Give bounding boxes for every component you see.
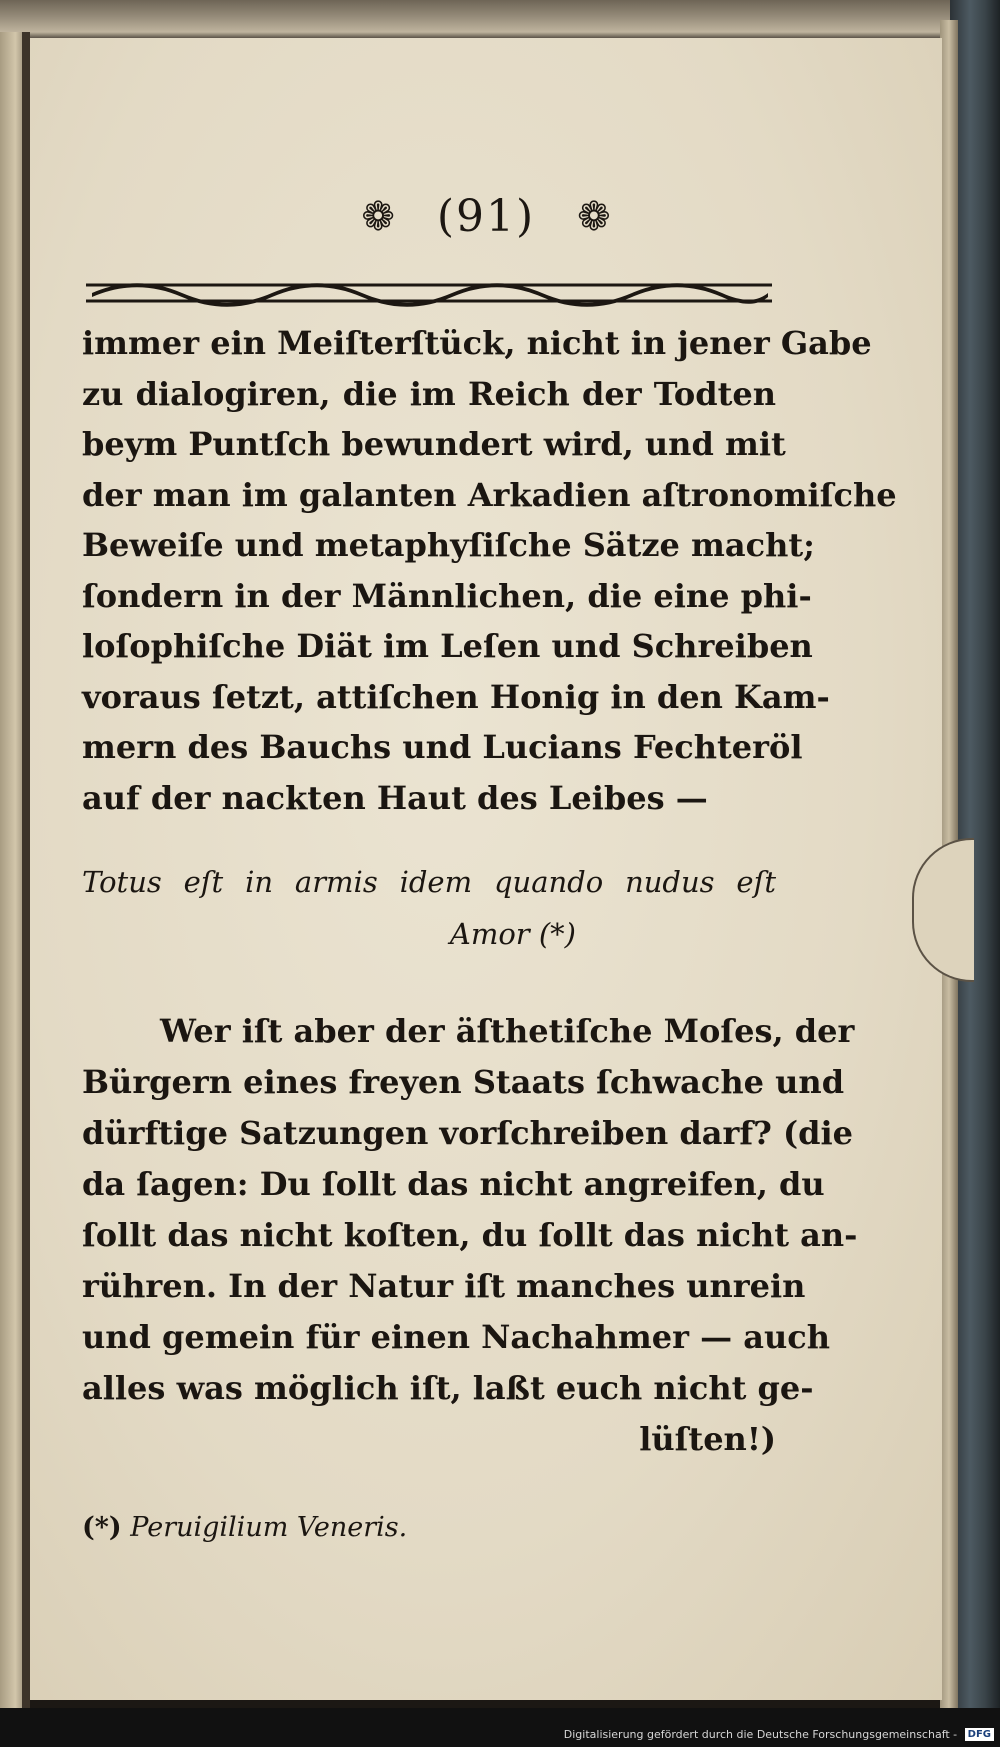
text-line: mern des Bauchs und Lucians Fechteröl <box>82 728 803 766</box>
text-line: zu dialogiren, die im Reich der Todten <box>82 374 776 413</box>
text-line: und gemein für einen Nachahmer — auch <box>82 1318 830 1356</box>
page-number: (91) <box>436 191 536 242</box>
text-line: beym Puntſch bewundert wird, und mit <box>82 425 786 463</box>
body-paragraph <box>82 318 897 823</box>
text-line: da ſagen: Du ſollt das nicht angreifen, du <box>82 1165 825 1203</box>
text-line: dürftige Satzungen vorſchreiben darf? (die <box>82 1114 854 1152</box>
text-line: rühren. In der Natur iſt manches unrein <box>82 1267 806 1305</box>
text-line: loſophiſche Diät im Leſen und Schreiben <box>82 627 813 665</box>
footnote-source: Peruigilium Veneris. <box>130 1512 408 1543</box>
text-line: alles was möglich iſt, laßt euch nicht ge- <box>82 1369 814 1407</box>
dfg-logo: DFG <box>965 1728 994 1741</box>
text-line: ſondern in der Männlichen, die eine phi- <box>82 576 812 615</box>
quote-line: Amor (*) <box>449 917 576 951</box>
ornamental-rule <box>82 276 776 310</box>
text-line: der man im galanten Arkadien aſtronomiſche <box>82 475 897 514</box>
text-line: ſollt das nicht koſten, du ſollt das nicht an- <box>82 1216 858 1254</box>
rosette-ornament-icon: ❁ <box>361 193 395 240</box>
text-line: auf der nackten Haut des Leibes — <box>82 778 708 817</box>
credit-text: Digitalisierung gefördert durch die Deutsche Forschungsgemeinschaft - <box>563 1727 958 1741</box>
rosette-ornament-icon: ❁ <box>577 193 611 240</box>
text-line: Wer iſt aber der äſthetiſche Moſes, der <box>160 1012 855 1050</box>
text-line: voraus ſetzt, attiſchen Honig in den Kam- <box>82 677 830 716</box>
digitization-credit <box>564 1728 994 1742</box>
quote-line: Totus eſt in armis idem quando nudus eſt <box>82 865 776 899</box>
footer-bar <box>0 1708 1000 1747</box>
text-line: Bürgern eines freyen Staats ſchwache und <box>82 1063 845 1101</box>
gutter-shadow <box>22 32 30 1712</box>
page-stack-edge <box>0 0 1000 40</box>
book-page <box>30 38 942 1700</box>
text-line: immer ein Meiſterſtück, nicht in jener Gabe <box>82 324 872 362</box>
page-header <box>30 188 942 242</box>
text-line: lüſten!) <box>639 1420 776 1458</box>
text-line: Beweiſe und metaphyſiſche Sätze macht; <box>82 526 815 564</box>
latin-quotation <box>82 856 776 960</box>
second-paragraph <box>82 1006 858 1465</box>
footnote-mark: (*) <box>82 1512 122 1543</box>
footnote <box>82 1512 776 1543</box>
